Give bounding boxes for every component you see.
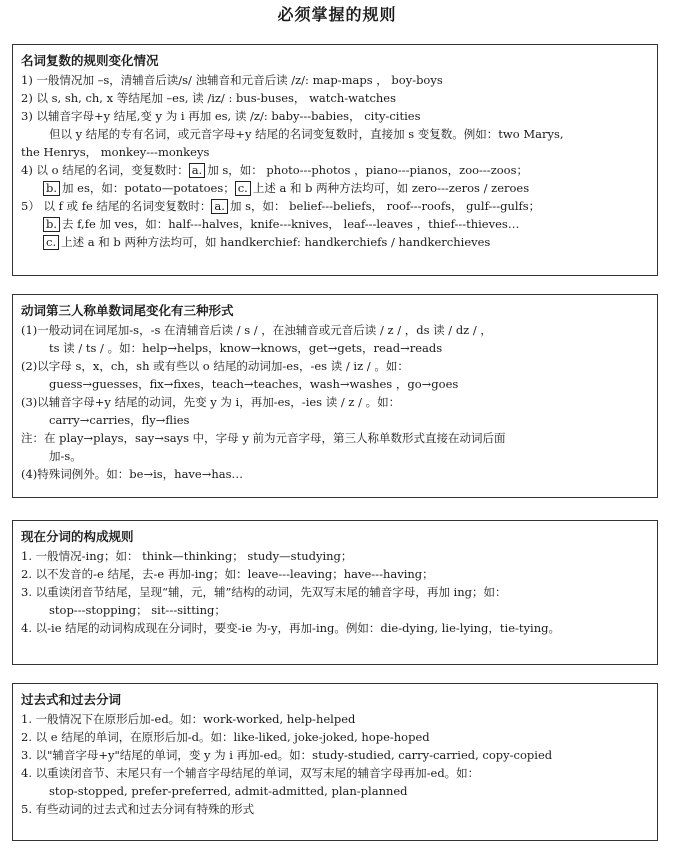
rule-line: 注：在 play→plays，say→says 中，字母 y 前为元音字母，第三人称单数形式直接在动词后面 — [21, 431, 506, 445]
rule-line: 2) 以 s, sh, ch, x 等结尾加 –es, 读 /iz/ : bus-buses， watch-watches — [21, 91, 397, 105]
option-marker: b. — [43, 181, 60, 196]
option-marker: b. — [43, 217, 60, 232]
rule-line: 1. 一般情况-ing；如： think—thinking； study—studying； — [21, 549, 353, 563]
rule-line: ts 读 / ts / 。如：help→helps，know→knows，get→gets，read→reads — [49, 341, 443, 355]
rule-line: guess→guesses，fix→fixes，teach→teaches，wash→washes ，go→goes — [49, 377, 459, 391]
rule-line: 3. 以"辅音字母+y"结尾的单词，变 y 为 i 再加-ed。如：study-studied, carry-carried, copy-copied — [21, 748, 553, 762]
rule-line: stop---stopping； sit---sitting； — [49, 603, 226, 617]
rule-line: stop-stopped, prefer-preferred, admit-admitted, plan-planned — [49, 784, 408, 798]
rule-line: (1)一般动词在词尾加-s，-s 在清辅音后读 / s / ，在浊辅音或元音后读 / z / ，ds 读 / dz / ， — [21, 323, 492, 337]
rule-text: 加 es，如：potato—potatoes； — [62, 181, 235, 195]
option-marker: a. — [189, 163, 206, 178]
rule-line: (4)特殊词例外。如：be→is，have→has… — [21, 467, 244, 481]
rule-line: 1) 一般情况加 –s，清辅音后读/s/ 浊辅音和元音后读 /z/: map-maps ， boy-boys — [21, 73, 443, 87]
rule-text: 上述 a 和 b 两种方法均可，如 zero---zeros / zeroes — [252, 181, 530, 195]
section-present-participle — [12, 520, 658, 665]
rule-line: 4. 以-ie 结尾的动词构成现在分词时，要变-ie 为-y，再加-ing。例如：die-dying, lie-lying，tie-tying。 — [21, 621, 560, 635]
rule-line — [21, 215, 649, 233]
rule-line — [21, 233, 649, 251]
rule-line: 1. 一般情况下在原形后加-ed。如：work-worked, help-helped — [21, 712, 356, 726]
section-noun-plural — [12, 44, 658, 276]
option-marker: c. — [235, 181, 251, 196]
rule-text: 加 s，如： photo---photos ，piano---pianos，zoo---zoos； — [207, 163, 528, 177]
section-heading: 名词复数的规则变化情况 — [21, 53, 159, 68]
rule-text: 上述 a 和 b 两种方法均可，如 handkerchief: handkerchiefs / handkerchieves — [61, 235, 491, 249]
option-marker: c. — [43, 235, 59, 250]
section-heading: 过去式和过去分词 — [21, 692, 122, 707]
rule-line: 3. 以重读闭音节结尾，呈现“辅，元，辅”结构的动词，先双写末尾的辅音字母，再加 ing；如： — [21, 585, 507, 599]
rule-text: 5） 以 f 或 fe 结尾的名词变复数时： — [21, 199, 212, 213]
rule-line — [21, 197, 649, 215]
rule-line: 加-s。 — [49, 449, 82, 463]
section-past-tense — [12, 683, 658, 841]
rule-line: 5. 有些动词的过去式和过去分词有特殊的形式 — [21, 802, 255, 816]
rule-line — [21, 161, 649, 179]
rule-text: 加 s，如： belief---beliefs， roof---roofs， gulf---gulfs； — [229, 199, 541, 213]
rule-text: 去 f,fe 加 ves，如：half---halves，knife---knives， leaf---leaves ，thief---thieves… — [62, 217, 520, 231]
rule-line: 3) 以辅音字母+y 结尾,变 y 为 i 再加 es, 读 /z/: baby---babies， city-cities — [21, 109, 421, 123]
rule-line: 但以 y 结尾的专有名词，或元音字母+y 结尾的名词变复数时，直接加 s 变复数。例如：two Marys, — [49, 127, 564, 141]
rule-line: the Henrys， monkey---monkeys — [21, 145, 210, 159]
option-marker: a. — [211, 199, 228, 214]
rule-line: carry→carries，fly→flies — [49, 413, 190, 427]
rule-line: 2. 以不发音的-e 结尾，去-e 再加-ing；如：leave---leaving；have---having； — [21, 567, 434, 581]
section-verb-third-person — [12, 294, 658, 498]
rule-line: (2)以字母 s，x，ch，sh 或有些以 o 结尾的动词加-es，-es 读 / iz / 。如： — [21, 359, 409, 373]
rule-line: 2. 以 e 结尾的单词，在原形后加-d。如：like-liked, joke-joked, hope-hoped — [21, 730, 430, 744]
rule-text: 4) 以 o 结尾的名词，变复数时： — [21, 163, 189, 177]
rule-line: 4. 以重读闭音节、末尾只有一个辅音字母结尾的单词，双写末尾的辅音字母再加-ed。如： — [21, 766, 480, 780]
page-title: 必须掌握的规则 — [277, 5, 397, 24]
section-heading: 现在分词的构成规则 — [21, 529, 134, 544]
section-heading: 动词第三人称单数词尾变化有三种形式 — [21, 303, 234, 318]
rule-line — [21, 179, 649, 197]
rule-line: (3)以辅音字母+y 结尾的动词，先变 y 为 i，再加-es，-ies 读 / z / 。如： — [21, 395, 401, 409]
